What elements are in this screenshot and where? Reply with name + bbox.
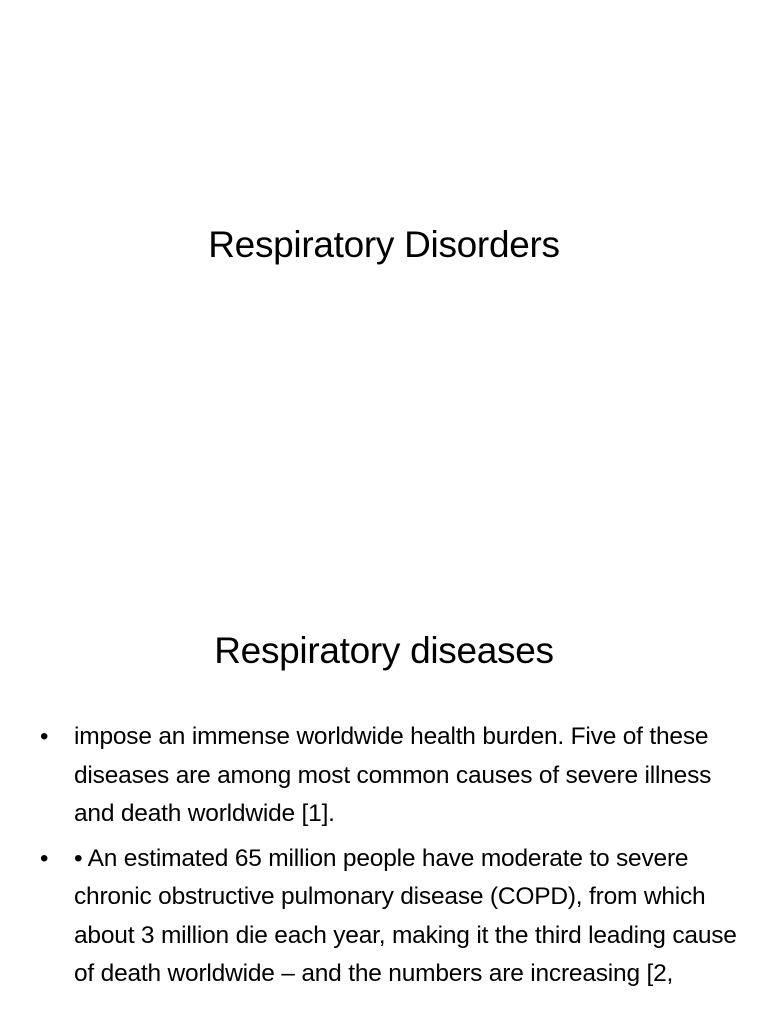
- bullet-list: [40, 718, 740, 1000]
- bullet-mark-icon: •: [40, 723, 49, 750]
- slide-2-title: Respiratory diseases: [214, 630, 554, 671]
- bullet-mark-icon: •: [40, 844, 49, 872]
- slide-1-title: Respiratory Disorders: [208, 224, 560, 265]
- bullet-text-2: • An estimated 65 million people have moderate to severe chronic obstructive pulmonary disease (COPD), from which about 3 million die each year, making it the third leading cause of death worldwide – and the numbers are increasing [2,: [74, 844, 737, 987]
- bullet-item-1: [40, 718, 740, 834]
- bullet-text-1: impose an immense worldwide health burden. Five of these diseases are among most common causes of severe illness and death worldwide [1].: [74, 723, 712, 827]
- slide-2: [0, 576, 768, 1024]
- bullet-item-2: [40, 840, 740, 994]
